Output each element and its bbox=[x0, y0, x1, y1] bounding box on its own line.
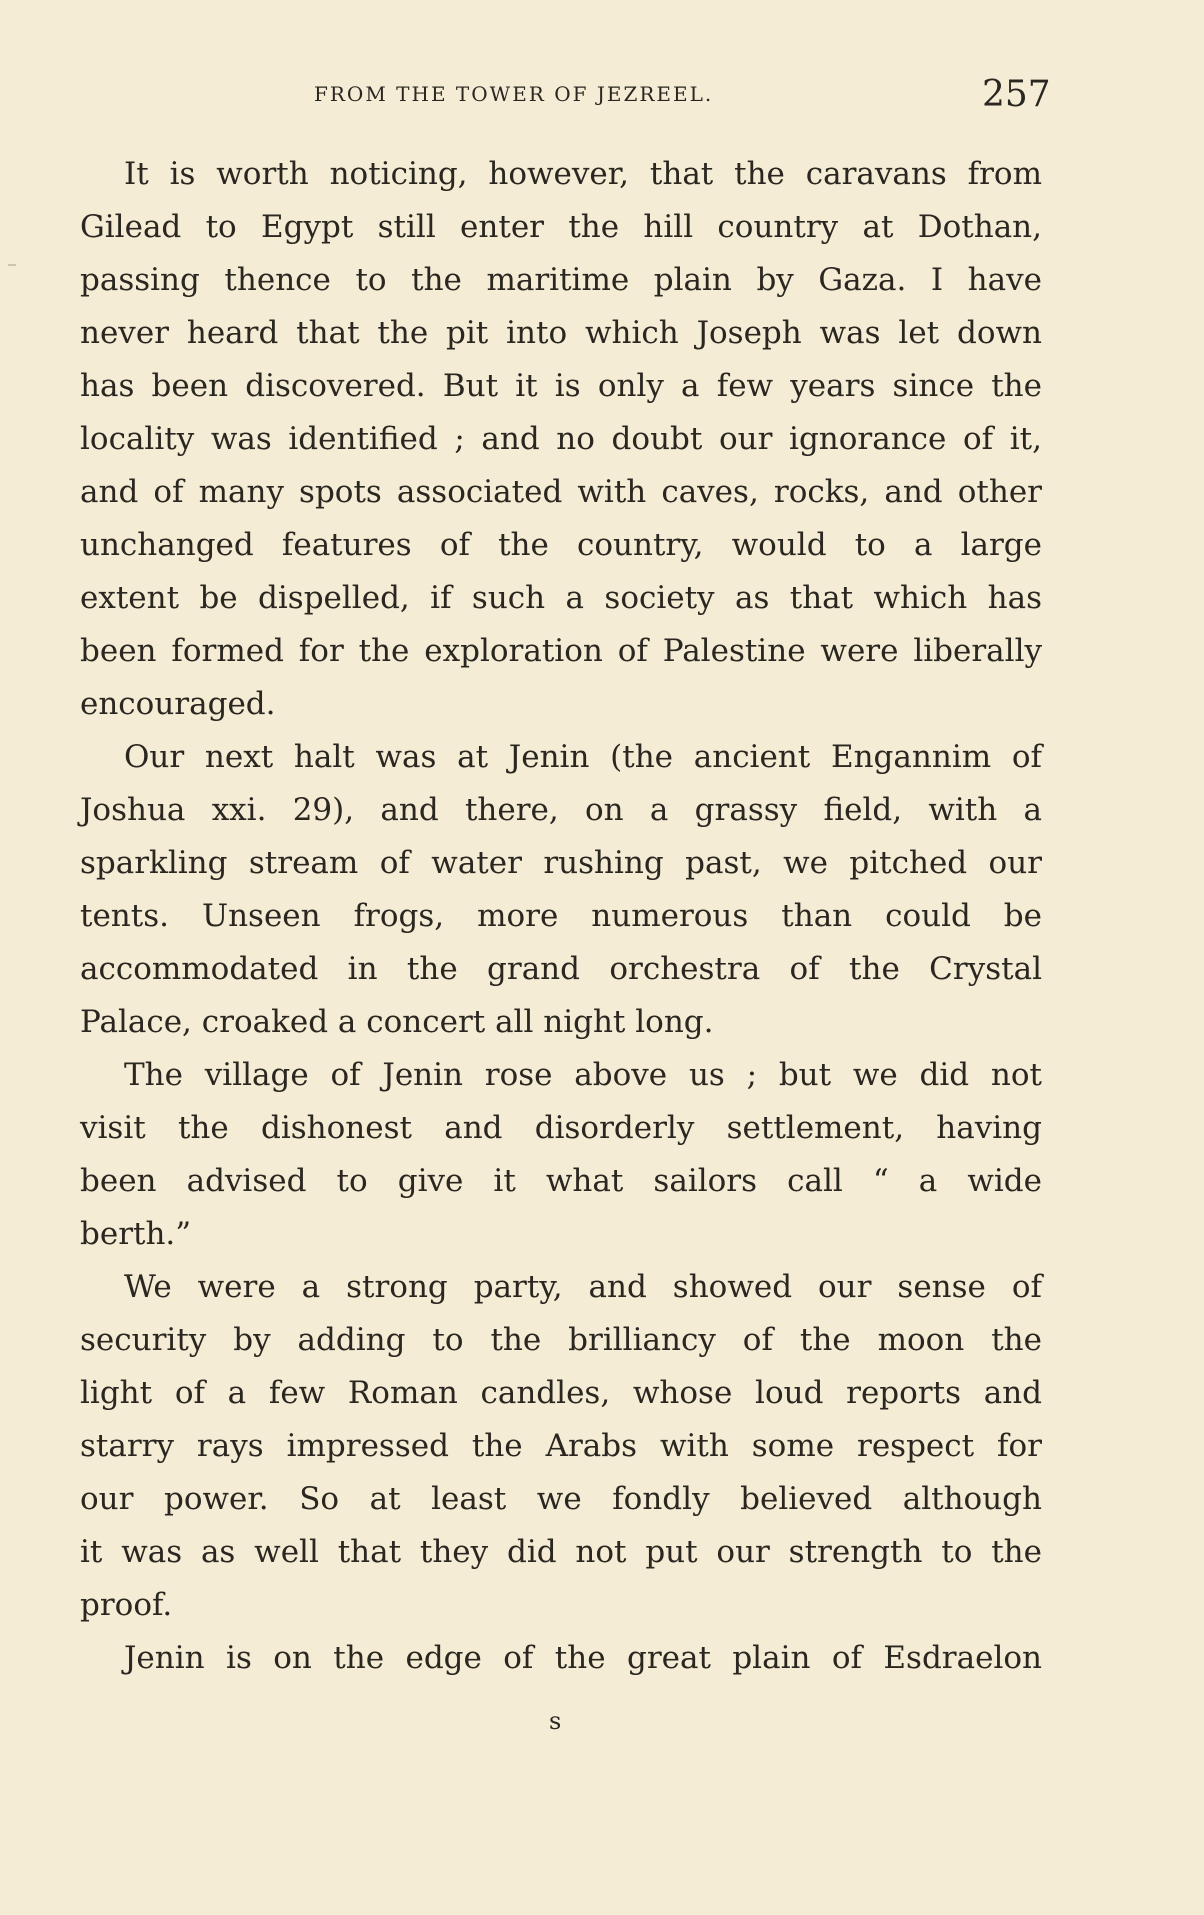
text-line: berth.” bbox=[80, 1216, 192, 1252]
paper-speck bbox=[8, 264, 16, 266]
text-line: passing thence to the maritime plain by Gaza. I have bbox=[80, 262, 1042, 298]
text-line: Palace, croaked a concert all night long. bbox=[80, 1004, 714, 1040]
text-line: Gilead to Egypt still enter the hill country at Dothan, bbox=[80, 209, 1042, 245]
text-line: has been discovered. But it is only a few years since the bbox=[80, 368, 1042, 404]
paragraph bbox=[80, 1632, 1042, 1685]
page-number: 257 bbox=[982, 74, 1051, 115]
text-line: light of a few Roman candles, whose loud reports and bbox=[80, 1375, 1042, 1411]
running-head: FROM THE TOWER OF JEZREEL. bbox=[314, 82, 714, 106]
text-line: Our next halt was at Jenin (the ancient Engannim of bbox=[124, 739, 1042, 775]
text-line: It is worth noticing, however, that the caravans from bbox=[124, 156, 1042, 192]
text-line: been formed for the exploration of Palestine were liberally bbox=[80, 633, 1042, 669]
text-line: encouraged. bbox=[80, 686, 276, 722]
text-line: starry rays impressed the Arabs with some respect for bbox=[80, 1428, 1042, 1464]
paragraph bbox=[80, 731, 1042, 1049]
text-line: been advised to give it what sailors call “ a wide bbox=[80, 1163, 1042, 1199]
text-line: and of many spots associated with caves, rocks, and other bbox=[80, 474, 1042, 510]
paragraph bbox=[80, 1049, 1042, 1261]
text-line: never heard that the pit into which Joseph was let down bbox=[80, 315, 1042, 351]
text-line: Jenin is on the edge of the great plain of Esdraelon bbox=[124, 1640, 1042, 1676]
text-line: Joshua xxi. 29), and there, on a grassy field, with a bbox=[80, 792, 1042, 828]
body-text bbox=[80, 148, 1042, 1685]
text-line: tents. Unseen frogs, more numerous than could be bbox=[80, 898, 1042, 934]
text-line: proof. bbox=[80, 1587, 173, 1623]
text-line: sparkling stream of water rushing past, we pitched our bbox=[80, 845, 1042, 881]
text-line: The village of Jenin rose above us ; but we did not bbox=[124, 1057, 1042, 1093]
text-line: our power. So at least we fondly believed although bbox=[80, 1481, 1042, 1517]
text-line: unchanged features of the country, would to a large bbox=[80, 527, 1042, 563]
text-line: We were a strong party, and showed our sense of bbox=[124, 1269, 1042, 1305]
signature-mark: s bbox=[549, 1707, 562, 1735]
paragraph bbox=[80, 1261, 1042, 1632]
paragraph bbox=[80, 148, 1042, 731]
text-line: locality was identified ; and no doubt our ignorance of it, bbox=[80, 421, 1042, 457]
text-line: visit the dishonest and disorderly settlement, having bbox=[80, 1110, 1042, 1146]
text-line: it was as well that they did not put our strength to the bbox=[80, 1534, 1042, 1570]
text-line: security by adding to the brilliancy of the moon the bbox=[80, 1322, 1042, 1358]
text-line: extent be dispelled, if such a society as that which has bbox=[80, 580, 1042, 616]
text-line: accommodated in the grand orchestra of the Crystal bbox=[80, 951, 1042, 987]
